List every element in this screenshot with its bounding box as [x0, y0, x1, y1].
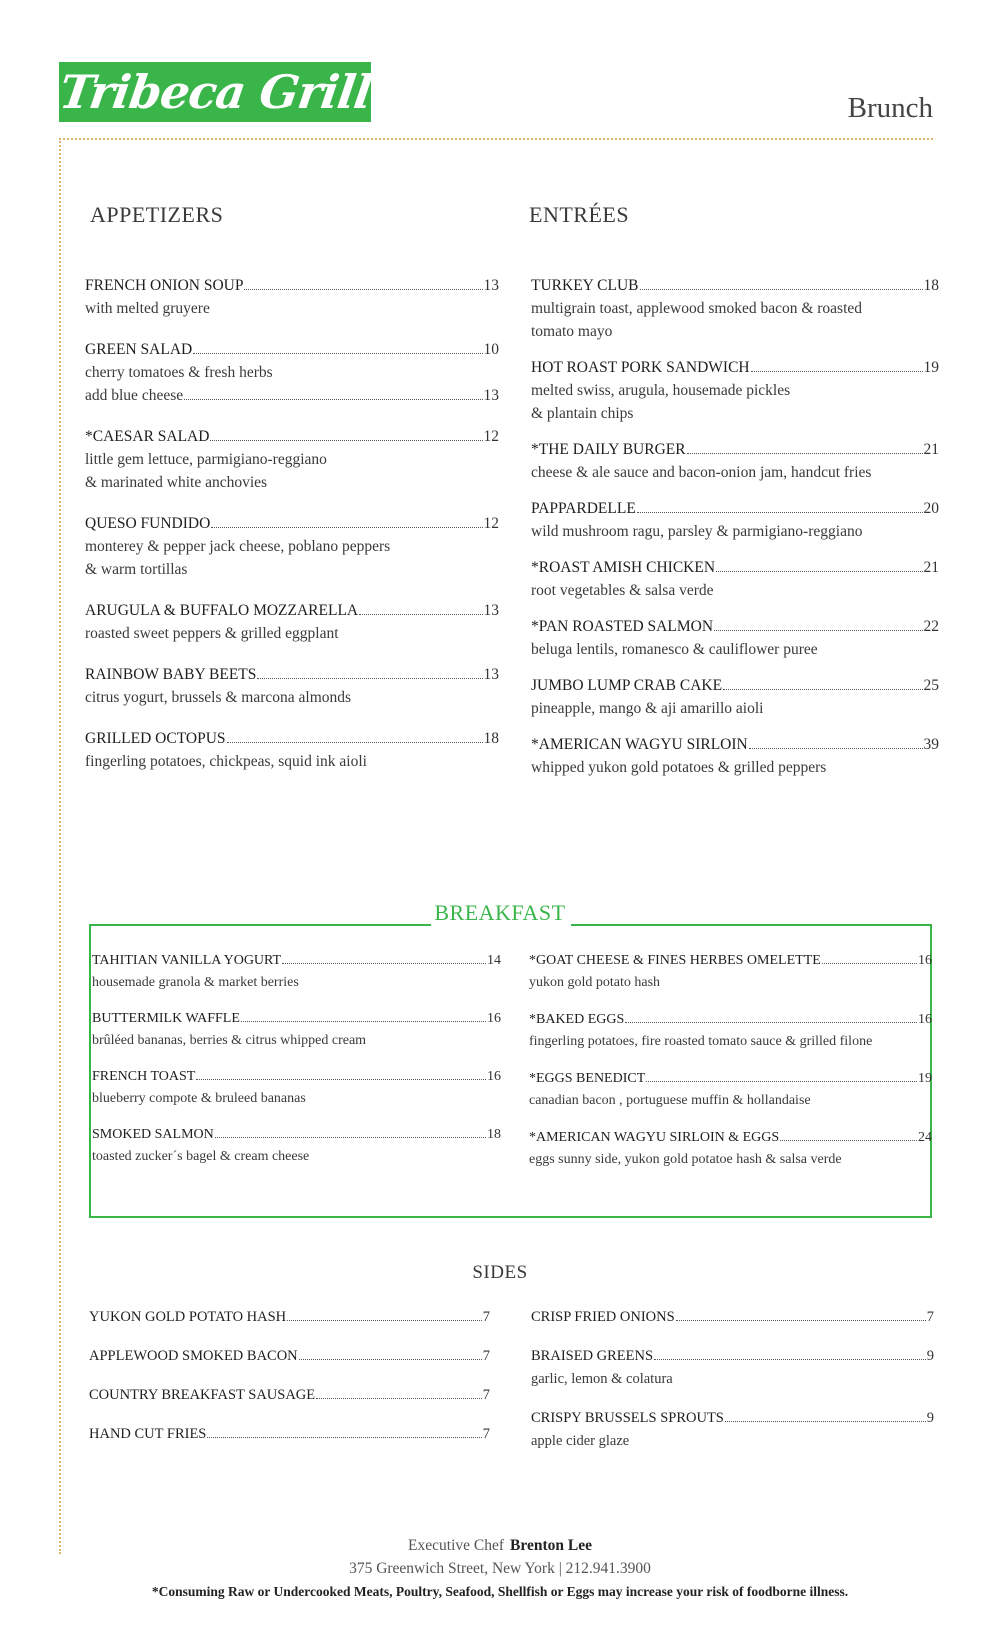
menu-item-price: 13: [483, 277, 499, 294]
menu-item-line: [531, 615, 939, 638]
sides-heading: SIDES: [472, 1262, 528, 1283]
menu-item-name: GREEN SALAD: [85, 341, 193, 358]
menu-item: [85, 663, 499, 709]
menu-item-price: 13: [483, 666, 499, 683]
menu-item-name: CRISPY BRUSSELS SPROUTS: [531, 1410, 724, 1426]
dot-leader: [244, 289, 482, 290]
menu-item-name: HAND CUT FRIES: [89, 1426, 207, 1442]
menu-item: [529, 1127, 932, 1171]
menu-item-price: 22: [923, 618, 939, 635]
menu-item-line: [89, 1423, 490, 1446]
menu-item-line: [92, 1008, 501, 1030]
menu-item: [85, 274, 499, 320]
menu-item-line: [85, 274, 499, 297]
menu-item-name: APPLEWOOD SMOKED BACON: [89, 1348, 298, 1364]
menu-item-name: RAINBOW BABY BEETS: [85, 666, 257, 683]
menu-item-price: 25: [923, 677, 939, 694]
menu-item-price: 18: [483, 730, 499, 747]
addon-name: add blue cheese: [85, 387, 184, 404]
menu-item-name: ARUGULA & BUFFALO MOZZARELLA: [85, 602, 359, 619]
menu-item-line: [85, 599, 499, 622]
dot-leader: [299, 1359, 482, 1360]
menu-item-line: [531, 497, 939, 520]
menu-item: [529, 1009, 932, 1053]
menu-item-line: [529, 1127, 932, 1149]
menu-item-price: 7: [482, 1426, 490, 1442]
dot-leader: [822, 963, 917, 964]
menu-item-name: BUTTERMILK WAFFLE: [92, 1011, 240, 1026]
logo: [55, 62, 375, 122]
menu-item-price: 21: [923, 441, 939, 458]
dot-leader: [257, 678, 482, 679]
breakfast-left-list: [92, 950, 501, 1168]
menu-item: [531, 615, 939, 661]
menu-item-line: [85, 512, 499, 535]
menu-item-price: 24: [918, 1130, 932, 1145]
menu-item-name: *ROAST AMISH CHICKEN: [531, 559, 716, 576]
menu-item: [531, 674, 939, 720]
menu-item: [529, 950, 932, 994]
menu-item-line: [531, 1306, 934, 1329]
menu-item-line: [531, 274, 939, 297]
menu-item: [529, 1068, 932, 1112]
menu-item: [531, 438, 939, 484]
menu-item-line: [531, 1407, 934, 1430]
menu-item-description: cherry tomatoes & fresh herbs: [85, 364, 273, 381]
menu-item-name: FRENCH ONION SOUP: [85, 277, 244, 294]
menu-item-description: fingerling potatoes, fire roasted tomato sauce & grilled filone: [529, 1034, 873, 1049]
dot-leader: [751, 371, 923, 372]
menu-item-description: & plantain chips: [531, 405, 634, 422]
menu-item-description: with melted gruyere: [85, 300, 210, 317]
dot-leader: [749, 748, 923, 749]
menu-item-description: blueberry compote & bruleed bananas: [92, 1091, 306, 1106]
menu-item-name: YUKON GOLD POTATO HASH: [89, 1309, 287, 1325]
menu-item-price: 7: [482, 1348, 490, 1364]
menu-item-description: monterey & pepper jack cheese, poblano peppers: [85, 538, 391, 555]
menu-item-description: garlic, lemon & colatura: [531, 1371, 673, 1387]
dot-leader: [723, 689, 922, 690]
menu-item-description: multigrain toast, applewood smoked bacon & roasted: [531, 300, 863, 317]
menu-item-line: [529, 1009, 932, 1031]
menu-item-line: [531, 733, 939, 756]
menu-item: [531, 1345, 934, 1391]
dot-leader: [210, 440, 482, 441]
menu-item-line: [85, 338, 499, 361]
menu-item: [89, 1423, 490, 1446]
page-title: Brunch: [847, 92, 933, 124]
menu-item: [531, 1306, 934, 1329]
dot-leader: [637, 512, 923, 513]
menu-item: [89, 1384, 490, 1407]
menu-item-name: QUESO FUNDIDO: [85, 515, 211, 532]
menu-item-description: & marinated white anchovies: [85, 474, 268, 491]
menu-item-description: eggs sunny side, yukon gold potatoe hash & salsa verde: [529, 1152, 842, 1167]
menu-item-description: canadian bacon , portuguese muffin & hollandaise: [529, 1093, 811, 1108]
menu-item-price: 12: [483, 515, 499, 532]
entrees-heading: ENTRÉES: [529, 202, 630, 227]
menu-item-description: wild mushroom ragu, parsley & parmigiano-reggiano: [531, 523, 863, 540]
menu-item-name: *PAN ROASTED SALMON: [531, 618, 714, 635]
menu-item-line: [531, 674, 939, 697]
menu-item-line: [85, 425, 499, 448]
appetizers-heading: APPETIZERS: [90, 202, 224, 227]
menu-item-description: yukon gold potato hash: [529, 975, 661, 990]
dot-leader: [640, 289, 923, 290]
menu-item-price: 19: [918, 1071, 932, 1086]
menu-item-price: 20: [923, 500, 939, 517]
menu-item-line: [92, 1124, 501, 1146]
menu-item-description: pineapple, mango & aji amarillo aioli: [531, 700, 764, 717]
menu-item-description: root vegetables & salsa verde: [531, 582, 714, 599]
menu-item-price: 18: [923, 277, 939, 294]
menu-item-name: SMOKED SALMON: [92, 1127, 214, 1142]
menu-item-price: 39: [923, 736, 939, 753]
menu-item-description: little gem lettuce, parmigiano-reggiano: [85, 451, 327, 468]
menu-item: [89, 1345, 490, 1368]
menu-item: [531, 556, 939, 602]
menu-item-price: 16: [487, 1011, 501, 1026]
menu-item-name: *CAESAR SALAD: [85, 428, 210, 445]
menu-item-price: 7: [482, 1309, 490, 1325]
menu-item-description: apple cider glaze: [531, 1433, 630, 1449]
menu-item-description: roasted sweet peppers & grilled eggplant: [85, 625, 339, 642]
menu-item-addon: [85, 384, 499, 407]
menu-item-line: [85, 727, 499, 750]
menu-item-line: [531, 438, 939, 461]
menu-item-price: 13: [483, 602, 499, 619]
left-divider: [59, 138, 61, 1554]
menu-item-price: 12: [483, 428, 499, 445]
menu-item: [89, 1306, 490, 1329]
dot-leader: [654, 1359, 926, 1360]
menu-item: [85, 512, 499, 581]
dot-leader: [625, 1022, 917, 1023]
menu-item-line: [92, 950, 501, 972]
menu-item-name: TURKEY CLUB: [531, 277, 639, 294]
menu-item-name: CRISP FRIED ONIONS: [531, 1309, 675, 1325]
menu-item-price: 21: [923, 559, 939, 576]
menu-item: [92, 1066, 501, 1110]
menu-item-name: JUMBO LUMP CRAB CAKE: [531, 677, 723, 694]
menu-item-price: 7: [926, 1309, 934, 1325]
menu-item-line: [531, 356, 939, 379]
menu-item-price: 18: [487, 1127, 501, 1142]
addon-price: 13: [483, 387, 499, 404]
menu-item: [531, 497, 939, 543]
menu-item-line: [85, 663, 499, 686]
menu-item: [92, 1008, 501, 1052]
menu-item-name: TAHITIAN VANILLA YOGURT: [92, 953, 282, 968]
dot-leader: [780, 1140, 917, 1141]
dot-leader: [714, 630, 922, 631]
menu-item: [85, 599, 499, 645]
menu-item-description: whipped yukon gold potatoes & grilled peppers: [531, 759, 827, 776]
menu-item-description: tomato mayo: [531, 323, 613, 340]
dot-leader: [282, 963, 486, 964]
disclaimer: *Consuming Raw or Undercooked Meats, Poultry, Seafood, Shellfish or Eggs may increase your risk of foodborne illness.: [151, 1584, 849, 1599]
dot-leader: [646, 1081, 917, 1082]
menu-item-name: *BAKED EGGS: [529, 1012, 625, 1027]
dot-leader: [211, 527, 482, 528]
menu-item-line: [531, 1345, 934, 1368]
dot-leader: [193, 353, 482, 354]
menu-item-name: BRAISED GREENS: [531, 1348, 654, 1364]
menu-item-description: fingerling potatoes, chickpeas, squid ink aioli: [85, 753, 367, 770]
menu-item-name: COUNTRY BREAKFAST SAUSAGE: [89, 1387, 316, 1403]
menu-item: [531, 733, 939, 779]
menu-item-price: 9: [926, 1410, 934, 1426]
dot-leader: [241, 1021, 486, 1022]
menu-item-description: toasted zucker´s bagel & cream cheese: [92, 1149, 310, 1164]
menu-item-description: & warm tortillas: [85, 561, 188, 578]
top-divider: [59, 138, 933, 140]
menu-item: [85, 425, 499, 494]
menu-item: [85, 727, 499, 773]
menu-item-price: 10: [483, 341, 499, 358]
menu-item-name: *GOAT CHEESE & FINES HERBES OMELETTE: [529, 953, 821, 968]
menu-item-name: *AMERICAN WAGYU SIRLOIN & EGGS: [529, 1130, 780, 1145]
dot-leader: [676, 1320, 926, 1321]
menu-item-line: [529, 1068, 932, 1090]
menu-item-name: FRENCH TOAST: [92, 1069, 196, 1084]
menu-item-description: citrus yogurt, brussels & marcona almonds: [85, 689, 352, 706]
menu-item-price: 9: [926, 1348, 934, 1364]
address: 375 Greenwich Street, New York | 212.941.3900: [349, 1560, 651, 1577]
menu-item-name: *EGGS BENEDICT: [529, 1071, 646, 1086]
entrees-list: [531, 274, 939, 779]
dot-leader: [725, 1421, 926, 1422]
menu-item: [92, 1124, 501, 1168]
menu-item-price: 7: [482, 1387, 490, 1403]
chef-name: Brenton Lee: [510, 1537, 592, 1554]
dot-leader: [184, 399, 482, 400]
menu-item-description: cheese & ale sauce and bacon-onion jam, handcut fries: [531, 464, 872, 481]
dot-leader: [227, 742, 483, 743]
breakfast-right-list: [529, 950, 932, 1171]
appetizers-list: [85, 274, 499, 773]
sides-right-list: [531, 1306, 934, 1453]
dot-leader: [687, 453, 923, 454]
dot-leader: [207, 1437, 481, 1438]
menu-item-line: [89, 1306, 490, 1329]
menu-item-line: [531, 556, 939, 579]
menu-item-description: beluga lentils, romanesco & cauliflower puree: [531, 641, 818, 658]
chef-credit: [0, 1537, 1000, 1555]
dot-leader: [287, 1320, 482, 1321]
menu-item-description: housemade granola & market berries: [92, 975, 299, 990]
menu-item-price: 16: [918, 953, 932, 968]
menu-item-line: [529, 950, 932, 972]
logo-text: Tribeca Grill: [55, 65, 375, 119]
menu-item: [531, 1407, 934, 1453]
menu-item-name: PAPPARDELLE: [531, 500, 636, 517]
dot-leader: [196, 1079, 486, 1080]
menu-item: [531, 274, 939, 343]
breakfast-heading: BREAKFAST: [434, 900, 566, 925]
menu-item-line: [89, 1345, 490, 1368]
menu-item-price: 14: [487, 953, 501, 968]
menu-item-price: 16: [487, 1069, 501, 1084]
dot-leader: [215, 1137, 486, 1138]
menu-item-name: HOT ROAST PORK SANDWICH: [531, 359, 750, 376]
menu-item-price: 16: [918, 1012, 932, 1027]
menu-item: [85, 338, 499, 407]
dot-leader: [716, 571, 922, 572]
menu-item-description: melted swiss, arugula, housemade pickles: [531, 382, 791, 399]
chef-label: Executive Chef: [408, 1537, 505, 1554]
menu-item-line: [92, 1066, 501, 1088]
menu-item-price: 19: [923, 359, 939, 376]
dot-leader: [359, 614, 482, 615]
menu-item-name: GRILLED OCTOPUS: [85, 730, 226, 747]
menu-item-description: brûléed bananas, berries & citrus whipped cream: [92, 1033, 367, 1048]
menu-item-line: [89, 1384, 490, 1407]
dot-leader: [316, 1398, 482, 1399]
sides-left-list: [89, 1306, 490, 1446]
menu-item: [92, 950, 501, 994]
menu-item-name: *THE DAILY BURGER: [531, 441, 686, 458]
menu-item-name: *AMERICAN WAGYU SIRLOIN: [531, 736, 748, 753]
menu-item: [531, 356, 939, 425]
